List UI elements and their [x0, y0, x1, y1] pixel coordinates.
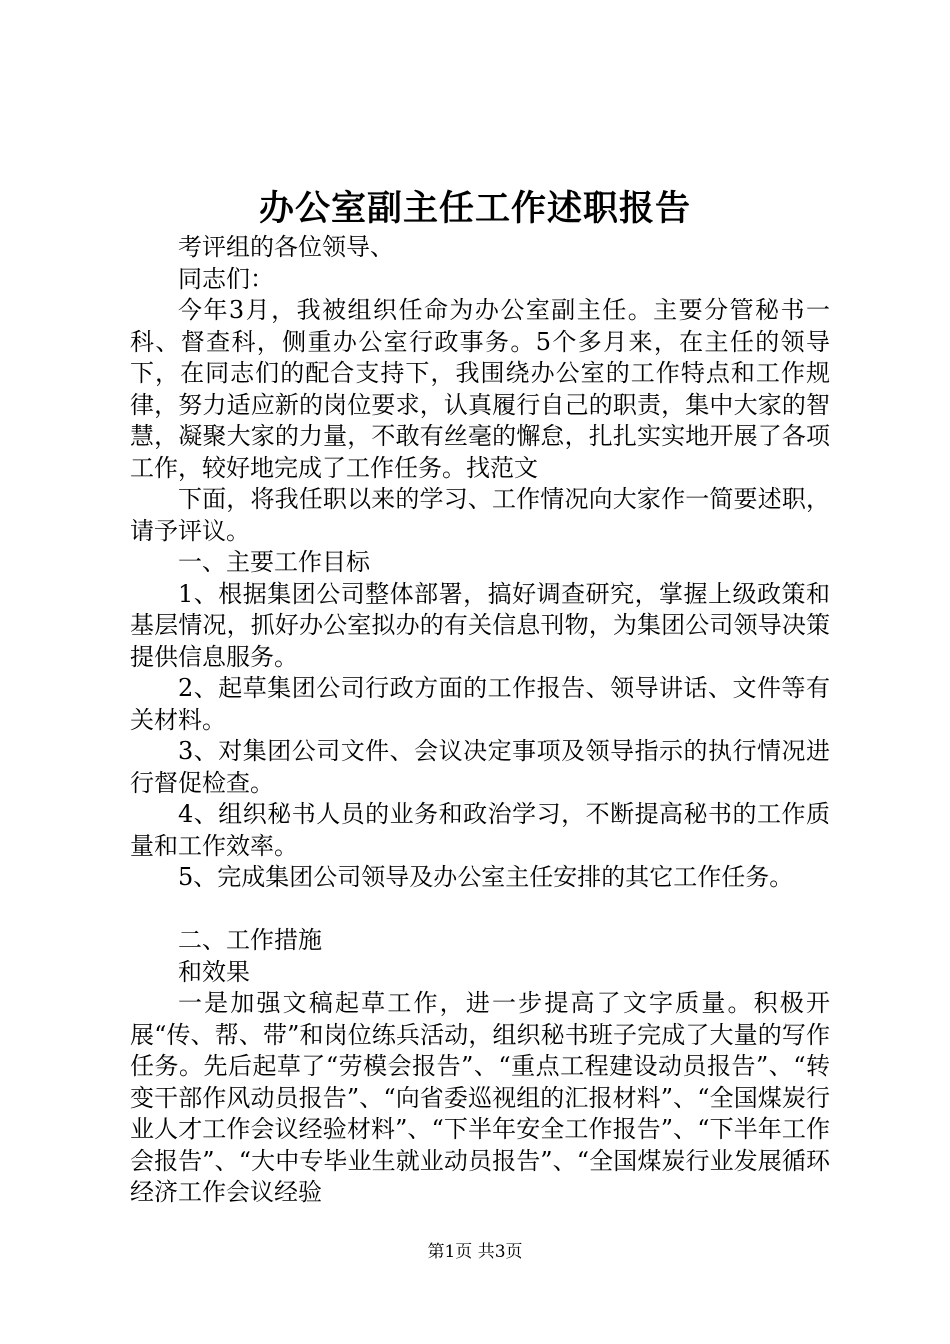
section-heading-measures: 二、工作措施: [178, 926, 322, 954]
measure-paragraph-1: 一是加强文稿起草工作，进一步提高了文字质量。积极开展“传、帮、带”和岗位练兵活动，组织秘书班子完成了大量的写作任务。先后起草了“劳模会报告”、“重点工程建设动员报告”、“转变干部作风动员报告”、“向省委巡视组的汇报材料”、“全国煤炭行业人才工作会议经验材料”、“下半年安全工作报告”、“下半年工作会报告”、“大中专毕业生就业动员报告”、“全国煤炭行业发展循环经济工作会议经验: [130, 989, 830, 1206]
section-heading-measures-cont: 和效果: [178, 957, 250, 986]
goal-item-1: 1、根据集团公司整体部署，搞好调查研究，掌握上级政策和基层情况，抓好办公室拟办的有关信息刊物，为集团公司领导决策提供信息服务。: [130, 579, 830, 671]
report-purpose-paragraph: 下面，将我任职以来的学习、工作情况向大家作一简要述职，请予评议。: [130, 485, 830, 545]
goal-item-2: 2、起草集团公司行政方面的工作报告、领导讲话、文件等有关材料。: [130, 674, 830, 734]
section-heading-goals: 一、主要工作目标: [178, 548, 370, 576]
page-footer: 第1页 共3页: [427, 1242, 523, 1262]
goal-item-5: 5、完成集团公司领导及办公室主任安排的其它工作任务。: [178, 863, 794, 891]
salutation-line-1: 考评组的各位领导、: [178, 233, 394, 261]
goal-item-4: 4、组织秘书人员的业务和政治学习，不断提高秘书的工作质量和工作效率。: [130, 800, 830, 860]
document-title: 办公室副主任工作述职报告: [258, 188, 691, 229]
intro-paragraph: 今年3月，我被组织任命为办公室副主任。主要分管秘书一科、督查科，侧重办公室行政事务。5个多月来，在主任的领导下，在同志们的配合支持下，我围绕办公室的工作特点和工作规律，努力适应新的岗位要求，认真履行自己的职责，集中大家的智慧，凝聚大家的力量，不敢有丝毫的懈怠，扎扎实实地开展了各项工作，较好地完成了工作任务。找范文: [130, 296, 830, 482]
salutation-line-2: 同志们：: [178, 264, 274, 293]
document-body: [130, 232, 830, 1209]
blank-line: [130, 894, 830, 926]
goal-item-3: 3、对集团公司文件、会议决定事项及领导指示的执行情况进行督促检查。: [130, 737, 830, 797]
